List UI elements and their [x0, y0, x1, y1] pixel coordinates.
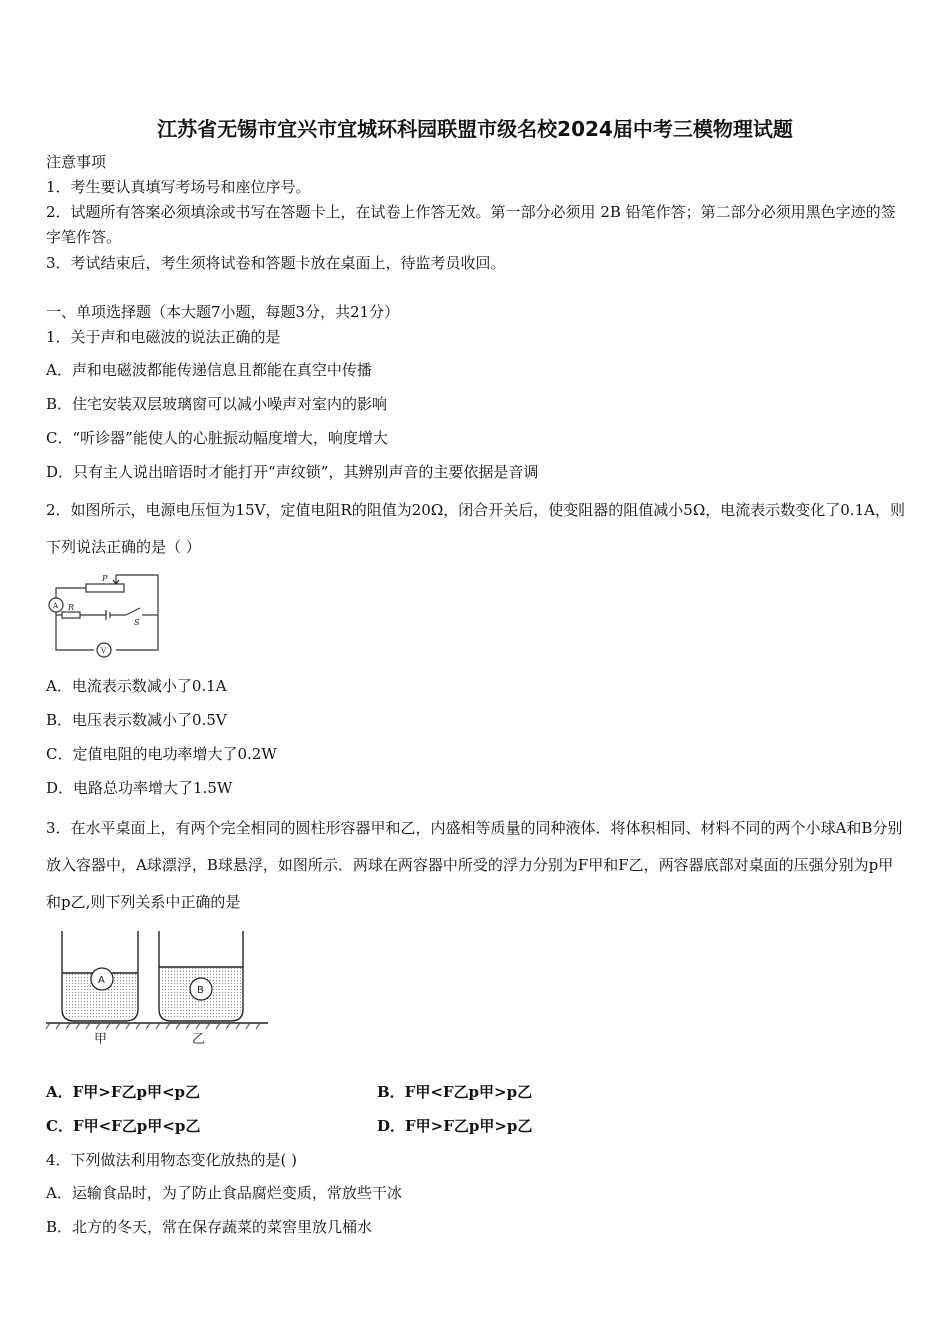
q1-option-d: D．只有主人说出暗语时才能打开“声纹锁”，其辨别声音的主要依据是音调	[46, 463, 539, 481]
q3-option-a: A．F甲>F乙p甲<p乙	[46, 1083, 201, 1101]
notice-item-2: 2．试题所有答案必须填涂或书写在答题卡上，在试卷上作答无效。第一部分必须用 2B 铅笔作答；第二部分必须用黑色字迹的签字笔作答。	[46, 203, 896, 246]
voltmeter-label: V	[101, 647, 107, 655]
q2-option-c: C．定值电阻的电功率增大了0.2W	[46, 745, 277, 763]
q1-stem: 1．关于声和电磁波的说法正确的是	[46, 328, 281, 346]
q3-option-b: B．F甲<F乙p甲>p乙	[377, 1083, 533, 1101]
ammeter-label: A	[53, 602, 59, 610]
container-right-label: 乙	[192, 1032, 206, 1047]
notice-item-1: 1．考生要认真填写考场号和座位序号。	[46, 178, 311, 196]
notice-heading: 注意事项	[46, 153, 107, 171]
q2-option-b: B．电压表示数减小了0.5V	[46, 711, 227, 729]
containers-diagram	[44, 925, 274, 1050]
notice-item-3: 3．考试结束后，考生须将试卷和答题卡放在桌面上，待监考员收回。	[46, 254, 506, 272]
circuit-diagram	[44, 570, 164, 660]
q2-option-a: A．电流表示数减小了0.1A	[46, 677, 227, 695]
label-s: S	[134, 618, 140, 627]
section-heading: 一、单项选择题（本大题7小题，每题3分，共21分）	[46, 303, 400, 321]
q3-stem: 3．在水平桌面上，有两个完全相同的圆柱形容器甲和乙，内盛相等质量的同种液体．将体积相同、材料不同的两个小球A和B分别放入容器中，A球漂浮，B球悬浮，如图所示．两球在两容器中所受的浮力分别为F甲和F乙，两容器底部对桌面的压强分别为p甲和p乙,则下列关系中正确的是	[46, 819, 903, 911]
container-left-label: 甲	[94, 1032, 108, 1047]
q3-option-c: C．F甲<F乙p甲<p乙	[46, 1117, 201, 1135]
label-p: P	[102, 574, 108, 583]
q1-option-c: C．“听诊器”能使人的心脏振动幅度增大，响度增大	[46, 429, 388, 447]
page-title: 江苏省无锡市宜兴市宜城环科园联盟市级名校2024届中考三模物理试题	[157, 117, 793, 141]
label-r: R	[68, 603, 75, 612]
q3-option-d: D．F甲>F乙p甲>p乙	[377, 1117, 533, 1135]
ball-b-label: B	[197, 985, 204, 996]
q4-stem: 4．下列做法利用物态变化放热的是( )	[46, 1151, 298, 1169]
q4-option-a: A．运输食品时，为了防止食品腐烂变质，常放些干冰	[46, 1184, 402, 1202]
q2-stem: 2．如图所示，电源电压恒为15V，定值电阻R的阻值为20Ω，闭合开关后，使变阻器的阻值减小5Ω，电流表示数变化了0.1A，则下列说法正确的是（ ）	[46, 501, 905, 556]
q1-option-a: A．声和电磁波都能传递信息且都能在真空中传播	[46, 361, 372, 379]
q1-option-b: B．住宅安装双层玻璃窗可以减小噪声对室内的影响	[46, 395, 388, 413]
ball-a-label: A	[98, 975, 105, 986]
q2-option-d: D．电路总功率增大了1.5W	[46, 779, 233, 797]
q4-option-b: B．北方的冬天，常在保存蔬菜的菜窖里放几桶水	[46, 1218, 373, 1236]
